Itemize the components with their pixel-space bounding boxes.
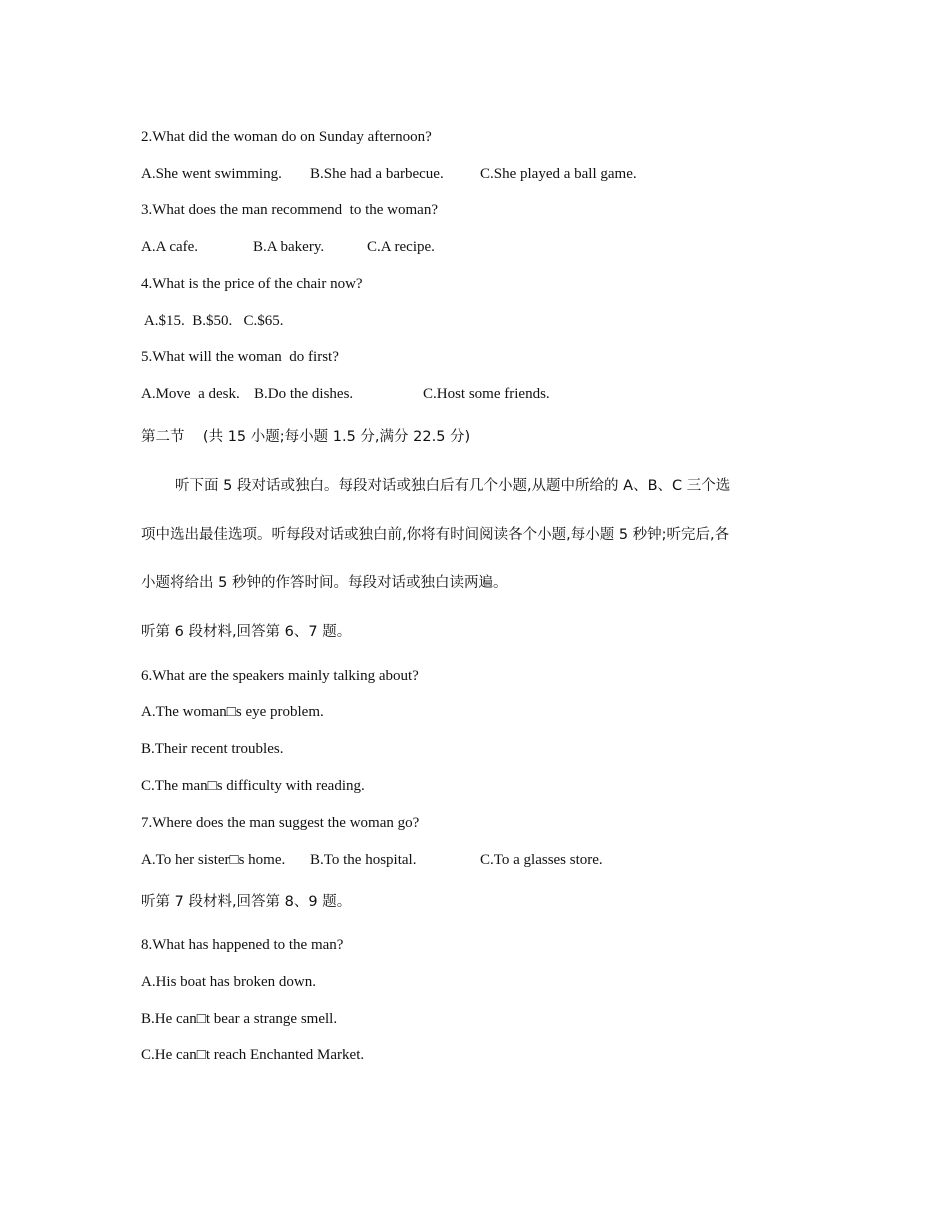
q8-question: 8.What has happened to the man? (141, 937, 344, 953)
q8-option-c: C.He can□t reach Enchanted Market. (141, 1047, 365, 1063)
passage7-label: 听第 7 段材料,回答第 8、9 题。 (141, 894, 352, 910)
option-a: A.A cafe. (141, 239, 199, 255)
section2-instructions-line-1: 听下面 5 段对话或独白。每段对话或独白后有几个小题,从题中所给的 A、B、C 三个选 (175, 478, 731, 494)
q3-question: 3.What does the man recommend to the woman? (141, 202, 438, 218)
section2-heading: 第二节 (共 15 小题;每小题 1.5 分,满分 22.5 分) (141, 429, 471, 445)
option-b: B.A bakery. (253, 239, 325, 255)
q6-option-b: B.Their recent troubles. (141, 741, 284, 757)
option-c: C.Host some friends. (423, 386, 550, 402)
option-c: C.A recipe. (367, 239, 435, 255)
q5-question: 5.What will the woman do first? (141, 349, 339, 365)
q2-question: 2.What did the woman do on Sunday afternoon? (141, 129, 432, 145)
option-a: A.She went swimming. (141, 166, 282, 182)
q7-question: 7.Where does the man suggest the woman go? (141, 815, 420, 831)
option-a: A.Move a desk. (141, 386, 240, 402)
q6-question: 6.What are the speakers mainly talking about? (141, 668, 419, 684)
option-a: A.To her sister□s home. (141, 852, 286, 868)
q4-question: 4.What is the price of the chair now? (141, 276, 363, 292)
q6-option-c: C.The man□s difficulty with reading. (141, 778, 365, 794)
q8-option-b: B.He can□t bear a strange smell. (141, 1011, 338, 1027)
q8-option-a: A.His boat has broken down. (141, 974, 316, 990)
section2-instructions-line-2: 项中选出最佳选项。听每段对话或独白前,你将有时间阅读各个小题,每小题 5 秒钟;听完后,各 (141, 527, 730, 543)
option-b: B.To the hospital. (310, 852, 417, 868)
option-c: C.She played a ball game. (480, 166, 637, 182)
section2-instructions-line-3: 小题将给出 5 秒钟的作答时间。每段对话或独白读两遍。 (141, 575, 508, 591)
passage6-label: 听第 6 段材料,回答第 6、7 题。 (141, 624, 352, 640)
option-c: C.To a glasses store. (480, 852, 603, 868)
option-b: B.Do the dishes. (254, 386, 354, 402)
q4-options: A.$15. B.$50. C.$65. (141, 313, 284, 329)
q6-option-a: A.The woman□s eye problem. (141, 704, 324, 720)
option-b: B.She had a barbecue. (310, 166, 444, 182)
